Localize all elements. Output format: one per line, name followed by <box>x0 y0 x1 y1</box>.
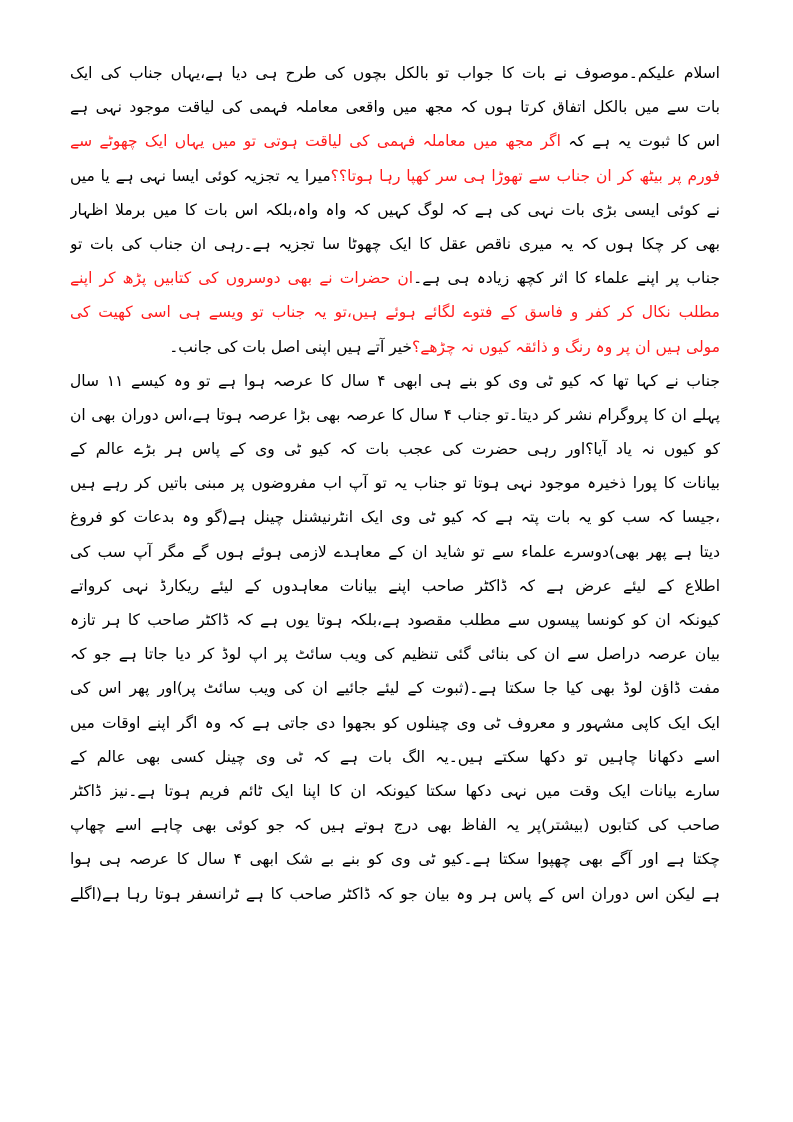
text-line <box>70 877 720 911</box>
text-line <box>70 295 720 329</box>
text-line <box>70 740 720 774</box>
text-line <box>70 466 720 500</box>
body-text: میرا یہ تجزیہ کوئی ایسا نہی ہے یا میں <box>70 166 331 185</box>
body-text: ،جیسا کہ سب کو یہ بات پتہ ہے کہ کیو ٹی وی ایک انٹرنیشنل چینل ہے(گو وہ بدعات کو فروغ <box>70 508 720 527</box>
body-text: پہلے ان کا پروگرام نشر کر دیتا۔تو جناب ۴ سال کا عرصہ بھی بڑا عرصہ ہوتا ہے،اس دوران بھی ان <box>70 405 720 424</box>
highlighted-text: مطلب نکال کر کفر و فاسق کے فتوے لگائے ہوئے ہیں،تو یہ جناب تو ویسے ہی اسی کھیت کی <box>70 303 720 322</box>
body-text: بیانات کا پورا ذخیرہ موجود نہی ہوتا تو جناب یہ تو آپ اب مفروضوں پر مبنی باتیں کر رہے ہیں <box>70 474 720 493</box>
text-line <box>70 535 720 569</box>
body-text: اسے دکھانا چاہیں تو دکھا سکتے ہیں۔یہ الگ بات ہے کہ ٹی وی چینل کسی بھی عالم کے <box>70 747 720 766</box>
highlighted-text: ان حضرات نے بھی دوسروں کی کتابیں پڑھ کر اپنے <box>70 269 414 288</box>
body-text: اطلاع کے لیئے عرض ہے کہ ڈاکٹر صاحب اپنے بیانات معاہدوں کے لیئے ریکارڈ نہی کرواتے <box>70 576 720 595</box>
body-text: بھی کر چکا ہوں کہ یہ میری ناقص عقل کا ایک چھوٹا سا تجزیہ ہے۔رہی ان جناب کی بات تو <box>70 234 720 253</box>
text-line <box>70 500 720 534</box>
body-text: صاحب کی کتابوں (بیشتر)پر یہ الفاظ بھی درج ہوتے ہیں کہ جو کوئی بھی چاہے اسے چھاپ <box>70 816 720 835</box>
text-line <box>70 159 720 193</box>
body-text: مفت ڈاؤن لوڈ بھی کیا جا سکتا ہے۔(ثبوت کے لیئے جائیے ان کی ویب سائٹ پر)اور پھر اس کی <box>70 679 720 698</box>
document-page <box>70 56 720 911</box>
body-text: اسلام علیکم۔موصوف نے بات کا جواب تو بالکل بچوں کی طرح ہی دیا ہے،یہاں جناب کی ایک <box>70 64 720 82</box>
body-text: ایک ایک کاپی مشہور و معروف ٹی وی چینلوں کو بجھوا دی جاتی ہے کہ وہ اگر اپنے اوقات میں <box>70 713 720 732</box>
text-line <box>70 261 720 295</box>
body-text: بات سے میں بالکل اتفاق کرتا ہوں کہ مجھ میں واقعی معاملہ فہمی کی لیاقت موجود نہی ہے <box>70 98 720 117</box>
text-line <box>70 774 720 808</box>
text-line <box>70 808 720 842</box>
text-line <box>70 364 720 398</box>
text-line <box>70 124 720 158</box>
body-text: خیر آتے ہیں اپنی اصل بات کی جانب۔ <box>169 337 413 356</box>
text-line <box>70 706 720 740</box>
text-line <box>70 193 720 227</box>
body-text: کیونکہ ان کو کونسا پیسوں سے مطلب مقصود ہے،بلکہ ہوتا یوں ہے کہ ڈاکٹر صاحب کا ہر تازہ <box>70 611 720 629</box>
body-text: نے کوئی ایسی بڑی بات نہی کی ہے کہ لوگ کہیں کہ واہ واہ،بلکہ اس بات کا میں برملا اظہار <box>70 200 720 219</box>
text-line <box>70 671 720 705</box>
text-line <box>70 603 720 637</box>
highlighted-text: فورم پر بیٹھ کر ان جناب سے تھوڑا ہی سر کھپا رہا ہوتا؟؟ <box>330 166 720 185</box>
body-text: اس کا ثبوت یہ ہے کہ <box>560 132 720 151</box>
text-line <box>70 432 720 466</box>
text-line <box>70 569 720 603</box>
text-line <box>70 227 720 261</box>
highlighted-text: اگر مجھ میں معاملہ فہمی کی لیاقت ہوتی تو میں یہاں ایک چھوٹے سے <box>70 132 561 151</box>
body-text: ہے لیکن اس دوران اس کے پاس ہر وہ بیان جو کہ ڈاکٹر صاحب کا ہے ٹرانسفر ہوتا رہا ہے(اگلے <box>70 884 720 903</box>
body-text: چکتا ہے اور آگے بھی چھپوا سکتا ہے۔کیو ٹی وی کو بنے بے شک ابھی ۴ سال کا عرصہ ہی ہوا <box>70 850 720 869</box>
body-text: جناب پر اپنے علماء کا اثر کچھ زیادہ ہی ہے۔ <box>413 269 720 288</box>
body-text: بیان عرصہ دراصل سے ان کی بنائی گئی تنظیم کی ویب سائٹ پر اپ لوڈ کر دیا جاتا ہے جو کہ <box>70 645 720 664</box>
body-text: دیتا ہے پھر بھی)دوسرے علماء سے تو شاید ان کے معاہدے لازمی ہوئے ہوں گے مگر آپ سب کی <box>70 542 720 561</box>
text-line <box>70 90 720 124</box>
text-line <box>70 637 720 671</box>
body-text: جناب نے کہا تھا کہ کیو ٹی وی کو بنے ہی ابھی ۴ سال کا عرصہ ہوا ہے تو وہ کیسے ۱۱ سال <box>70 371 720 390</box>
body-text: سارے بیانات ایک وقت میں نہی دکھا سکتا کیونکہ ان کا اپنا ایک ٹائم فریم ہوتا ہے۔نیز ڈاکٹر <box>70 781 720 800</box>
text-line <box>70 56 720 90</box>
text-line <box>70 330 720 364</box>
highlighted-text: مولی ہیں ان پر وہ رنگ و ذائقہ کیوں نہ چڑھے؟ <box>412 337 720 356</box>
text-line <box>70 398 720 432</box>
text-line <box>70 842 720 876</box>
body-text: کو کیوں نہ یاد آیا؟اور رہی حضرت کی عجب بات کہ کیو ٹی وی کے پاس ہر بڑے عالم کے <box>70 440 720 459</box>
